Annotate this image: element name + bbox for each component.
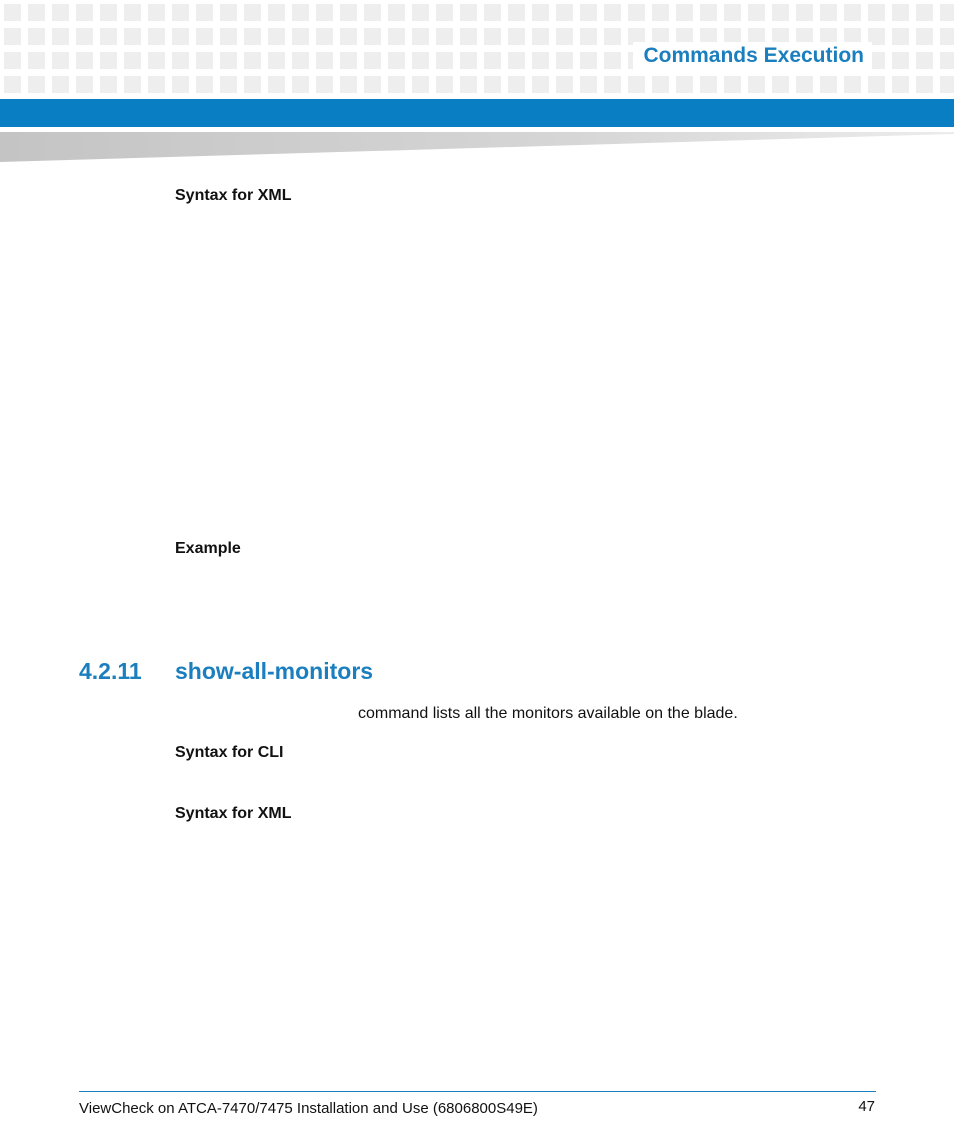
header-grid-square	[748, 4, 765, 21]
syntax-xml-heading-2: Syntax for XML	[175, 805, 292, 822]
header-grid-square	[508, 28, 525, 45]
footer-rule	[79, 1091, 876, 1092]
header-grid-square	[100, 76, 117, 93]
section-description: command lists all the monitors available on the blade.	[358, 705, 738, 722]
header-grid-square	[892, 76, 909, 93]
header-grid-square	[820, 4, 837, 21]
header-grid-square	[724, 4, 741, 21]
header-grid-square	[28, 52, 45, 69]
header-grid-square	[436, 4, 453, 21]
header-grid-square	[124, 28, 141, 45]
header-grid-square	[748, 76, 765, 93]
header-grid-square	[412, 28, 429, 45]
header-grid-square	[244, 4, 261, 21]
header-grid-square	[940, 76, 954, 93]
header-grid-square	[292, 76, 309, 93]
example-heading: Example	[175, 540, 241, 557]
syntax-xml-heading-1: Syntax for XML	[175, 187, 292, 204]
header-grid-square	[4, 4, 21, 21]
header-grid-square	[580, 28, 597, 45]
header-grid-square	[52, 28, 69, 45]
header-grid-square	[868, 4, 885, 21]
header-grid-square	[460, 76, 477, 93]
header-grid-square	[124, 4, 141, 21]
header-grid-square	[52, 76, 69, 93]
header-grid-square	[460, 28, 477, 45]
header-grid-square	[172, 28, 189, 45]
header-grid-square	[892, 28, 909, 45]
header-grid-square	[292, 4, 309, 21]
header-grid-square	[460, 52, 477, 69]
header-grid-square	[4, 52, 21, 69]
header-grid-square	[244, 52, 261, 69]
header-grid-square	[148, 4, 165, 21]
header-grid-square	[916, 4, 933, 21]
header-grid-square	[28, 28, 45, 45]
header-grid-square	[940, 28, 954, 45]
header-grid-square	[364, 52, 381, 69]
header-grid-square	[268, 76, 285, 93]
header-grid-square	[460, 4, 477, 21]
header-grey-wedge	[0, 132, 954, 164]
section-number: 4.2.11	[79, 658, 142, 684]
header-grid-square	[436, 52, 453, 69]
header-blue-band	[0, 99, 954, 127]
header-grid-square	[76, 28, 93, 45]
header-grid-square	[388, 52, 405, 69]
header-grid-square	[724, 76, 741, 93]
header-grid-square	[772, 76, 789, 93]
header-grid-square	[316, 52, 333, 69]
header-grid-square	[700, 4, 717, 21]
header-grid-square	[340, 4, 357, 21]
page-number: 47	[858, 1098, 875, 1115]
header-grid-square	[124, 76, 141, 93]
header-grid-square	[796, 76, 813, 93]
header-grid-square	[196, 76, 213, 93]
header-grid-square	[100, 52, 117, 69]
header-grid-square	[268, 28, 285, 45]
header-grid-square	[628, 4, 645, 21]
header-grid-square	[532, 28, 549, 45]
header-grid-square	[172, 76, 189, 93]
header-grid-square	[196, 52, 213, 69]
section-title: show-all-monitors	[175, 658, 374, 684]
header-grid-square	[484, 52, 501, 69]
header-grid-square	[700, 76, 717, 93]
header-grid-square	[436, 76, 453, 93]
chapter-title: Commands Execution	[633, 42, 872, 70]
header-grid-square	[796, 4, 813, 21]
header-grid-square	[580, 52, 597, 69]
header-grid-square	[484, 28, 501, 45]
header-grid-square	[412, 76, 429, 93]
header-grid-square	[316, 28, 333, 45]
header-grid-square	[172, 52, 189, 69]
header-grid-square	[940, 52, 954, 69]
header-grid-square	[604, 52, 621, 69]
header-grid-square	[484, 4, 501, 21]
header-grid-square	[508, 52, 525, 69]
header-grid-square	[556, 76, 573, 93]
header-grid-square	[220, 76, 237, 93]
header-grid-square	[76, 76, 93, 93]
header-grid-square	[196, 4, 213, 21]
header-grid-square	[28, 4, 45, 21]
header-grid-square	[580, 76, 597, 93]
header-grid-square	[604, 76, 621, 93]
header-grid-square	[220, 52, 237, 69]
header-grid-square	[28, 76, 45, 93]
header-grid-square	[268, 4, 285, 21]
header-grid-square	[652, 76, 669, 93]
header-grid-square	[76, 52, 93, 69]
header-grid-square	[940, 4, 954, 21]
footer-document-title: ViewCheck on ATCA-7470/7475 Installation and Use (6806800S49E)	[79, 1100, 538, 1117]
header-grid-square	[532, 52, 549, 69]
header-grid-square	[196, 28, 213, 45]
header-grid-square	[604, 28, 621, 45]
header-grid-square	[4, 28, 21, 45]
header-grid-square	[412, 4, 429, 21]
header-grid-square	[244, 28, 261, 45]
header-grid-square	[916, 52, 933, 69]
header-grid-square	[508, 76, 525, 93]
header-grid-square	[100, 4, 117, 21]
header-grid-square	[676, 4, 693, 21]
header-grid-square	[508, 4, 525, 21]
header-grid-square	[340, 28, 357, 45]
header-grid-square	[148, 52, 165, 69]
header-grid-square	[244, 76, 261, 93]
header-grid-square	[580, 4, 597, 21]
header-grid-square	[316, 4, 333, 21]
header-grid-square	[52, 52, 69, 69]
header-grid-square	[892, 52, 909, 69]
header-grid-square	[532, 4, 549, 21]
header-grid-square	[412, 52, 429, 69]
header-grid-square	[340, 76, 357, 93]
header-grid-square	[772, 4, 789, 21]
header-grid-square	[100, 28, 117, 45]
header-grid-square	[4, 76, 21, 93]
header-grid-square	[220, 28, 237, 45]
syntax-cli-heading: Syntax for CLI	[175, 744, 284, 761]
header-grid-square	[316, 76, 333, 93]
header-grid-square	[556, 52, 573, 69]
header-grid-square	[916, 28, 933, 45]
header-grid-square	[532, 76, 549, 93]
header-grid-square	[340, 52, 357, 69]
header-grid-square	[364, 28, 381, 45]
header-grid-square	[556, 28, 573, 45]
header-grid-square	[484, 76, 501, 93]
header-grid-square	[292, 28, 309, 45]
header-grid-square	[268, 52, 285, 69]
header-grid-square	[628, 76, 645, 93]
header-grid-square	[388, 28, 405, 45]
header-grid-square	[820, 76, 837, 93]
header-grid-square	[844, 4, 861, 21]
header-grid-square	[844, 76, 861, 93]
header-grid-square	[604, 4, 621, 21]
header-grid-square	[220, 4, 237, 21]
header-grid-square	[388, 4, 405, 21]
header-grid-square	[868, 76, 885, 93]
header-grid-square	[436, 28, 453, 45]
header-grid-square	[148, 28, 165, 45]
header-grid-square	[892, 4, 909, 21]
header-grid-square	[916, 76, 933, 93]
header-grid-square	[364, 4, 381, 21]
header-grid-square	[52, 4, 69, 21]
header-grid-square	[124, 52, 141, 69]
header-grid-square	[364, 76, 381, 93]
header-grid-square	[556, 4, 573, 21]
header-grid-square	[676, 76, 693, 93]
header-grid-square	[652, 4, 669, 21]
header-grid-square	[76, 4, 93, 21]
header-grid-square	[172, 4, 189, 21]
header-grid-square	[148, 76, 165, 93]
header-grid-square	[388, 76, 405, 93]
header-grid-square	[292, 52, 309, 69]
